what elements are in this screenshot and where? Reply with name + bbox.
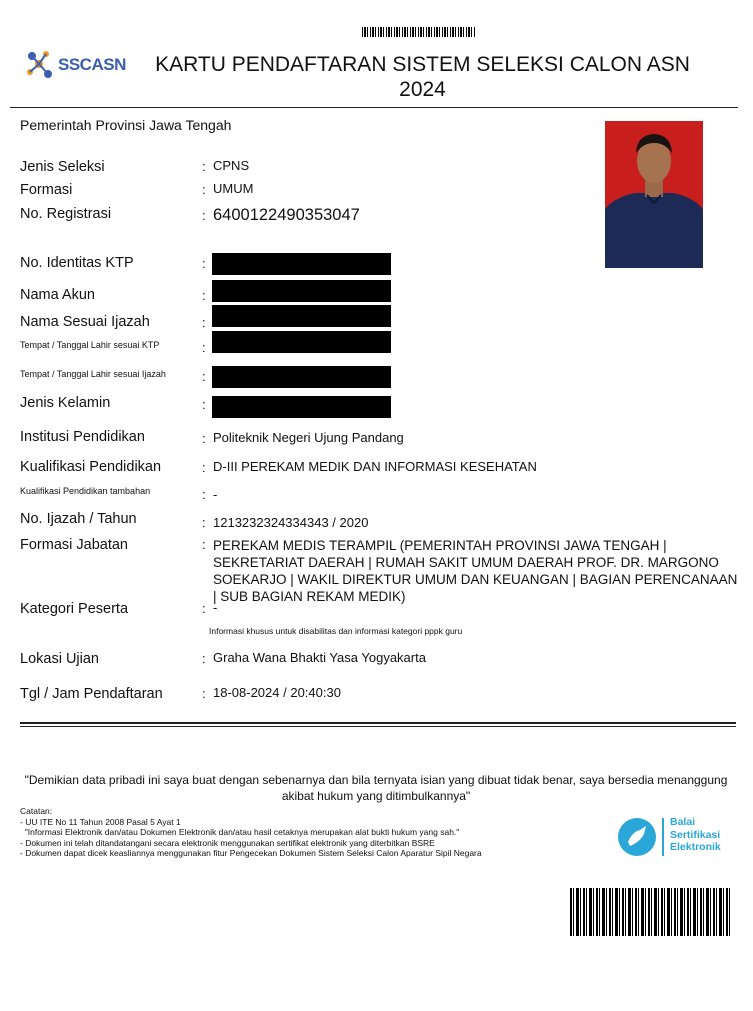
label-no-ktp: No. Identitas KTP [20, 255, 134, 271]
redacted-nama-akun [212, 280, 391, 302]
bsre-text [670, 816, 721, 854]
value-institusi: Politeknik Negeri Ujung Pandang [213, 430, 404, 445]
label-tgl-daftar: Tgl / Jam Pendaftaran [20, 686, 163, 702]
sscasn-logo [24, 48, 140, 84]
notes-line: - UU ITE No 11 Tahun 2008 Pasal 5 Ayat 1 [20, 816, 181, 827]
redacted-no-ktp [212, 253, 391, 275]
label-kualifikasi-tambahan: Kualifikasi Pendidikan tambahan [20, 486, 151, 496]
colon: : [202, 369, 206, 384]
colon: : [202, 431, 206, 446]
value-tgl-daftar: 18-08-2024 / 20:40:30 [213, 685, 341, 700]
colon: : [202, 601, 206, 616]
value-kualifikasi: D-III PEREKAM MEDIK DAN INFORMASI KESEHATAN [213, 459, 537, 474]
instansi-name: Pemerintah Provinsi Jawa Tengah [20, 117, 232, 133]
label-lokasi: Lokasi Ujian [20, 651, 99, 667]
colon: : [202, 537, 206, 552]
colon: : [202, 340, 206, 355]
label-nama-akun: Nama Akun [20, 287, 95, 303]
bsre-line: Elektronik [670, 841, 721, 853]
top-barcode [362, 27, 476, 37]
label-jenis-kelamin: Jenis Kelamin [20, 395, 111, 411]
colon: : [202, 256, 206, 271]
label-no-registrasi: No. Registrasi [20, 206, 112, 222]
colon: : [202, 686, 206, 701]
colon: : [202, 208, 206, 223]
colon: : [202, 159, 206, 174]
section-divider [20, 722, 736, 724]
bottom-barcode [570, 888, 730, 936]
title-line-1: KARTU PENDAFTARAN SISTEM SELEKSI CALON ASN [155, 53, 690, 76]
notes-line: - Dokumen ini telah ditandatangani secara elektronik menggunakan sertifikat elektronik yang diterbitkan BSRE [20, 837, 435, 848]
label-no-ijazah: No. Ijazah / Tahun [20, 511, 137, 527]
label-kualifikasi: Kualifikasi Pendidikan [20, 459, 162, 475]
label-formasi: Formasi [20, 182, 73, 198]
notes-line: "Informasi Elektronik dan/atau Dokumen Elektronik dan/atau hasil cetaknya merupakan alat bukti hukum yang sah." [20, 827, 460, 837]
label-nama-ijazah: Nama Sesuai Ijazah [20, 314, 150, 330]
label-ttl-ijazah: Tempat / Tanggal Lahir sesuai Ijazah [20, 369, 166, 379]
value-kategori: - [213, 600, 218, 615]
redacted-nama-ijazah [212, 305, 391, 327]
bsre-line: Sertifikasi [670, 828, 721, 841]
header-divider [10, 107, 738, 108]
colon: : [202, 651, 206, 666]
value-no-registrasi: 6400122490353047 [213, 206, 360, 224]
colon: : [202, 182, 206, 197]
title-line-2: 2024 [399, 78, 446, 101]
colon: : [202, 460, 206, 475]
bsre-icon [618, 818, 656, 856]
bsre-logo [618, 816, 738, 860]
value-formasi-jabatan: PEREKAM MEDIS TERAMPIL (PEMERINTAH PROVINSI JAWA TENGAH | SEKRETARIAT DAERAH | RUMAH SAKIT UMUM DAERAH PROF. DR. MARGONO SOEKARJO | WAKIL DIREKTUR UMUM DAN KEUANGAN | BAGIAN PERENCANAAN | SUB BAGIAN REKAM MEDIK) [213, 538, 738, 604]
redacted-ttl-ktp [212, 331, 391, 353]
declaration-statement: "Demikian data pribadi ini saya buat dengan sebenarnya dan bila ternyata isian yang dibuat tidak benar, saya bersedia menanggung akibat hukum yang ditimbulkannya" [24, 773, 728, 803]
page-title [150, 52, 695, 102]
value-jenis-seleksi: CPNS [213, 158, 250, 173]
label-institusi: Institusi Pendidikan [20, 429, 145, 445]
colon: : [202, 315, 206, 330]
applicant-photo [605, 121, 703, 268]
label-kategori: Kategori Peserta [20, 601, 129, 617]
colon: : [202, 487, 206, 502]
logo-text: SSCASN [58, 55, 126, 74]
info-note: Informasi khusus untuk disabilitas dan informasi kategori pppk guru [209, 626, 463, 636]
bsre-line: Balai [670, 816, 696, 828]
colon: : [202, 515, 206, 530]
label-formasi-jabatan: Formasi Jabatan [20, 537, 128, 553]
value-kualifikasi-tambahan: - [213, 487, 218, 502]
label-ttl-ktp: Tempat / Tanggal Lahir sesuai KTP [20, 340, 160, 350]
sscasn-logo-icon [24, 48, 58, 84]
person-icon [605, 121, 703, 268]
bsre-divider [662, 818, 664, 856]
value-lokasi: Graha Wana Bhakti Yasa Yogyakarta [213, 650, 426, 665]
notes-line: - Dokumen dapat dicek keasliannya menggunakan fitur Pengecekan Dokumen Sistem Seleksi Calon Aparatur Sipil Negara [20, 848, 482, 858]
label-jenis-seleksi: Jenis Seleksi [20, 159, 105, 175]
value-no-ijazah: 1213232324334343 / 2020 [213, 515, 369, 530]
value-formasi: UMUM [213, 181, 254, 196]
colon: : [202, 288, 206, 303]
section-divider-secondary [20, 726, 736, 727]
colon: : [202, 397, 206, 412]
notes [20, 806, 482, 859]
notes-line: Catatan: [20, 806, 53, 816]
redacted-jenis-kelamin [212, 396, 391, 418]
redacted-ttl-ijazah [212, 366, 391, 388]
